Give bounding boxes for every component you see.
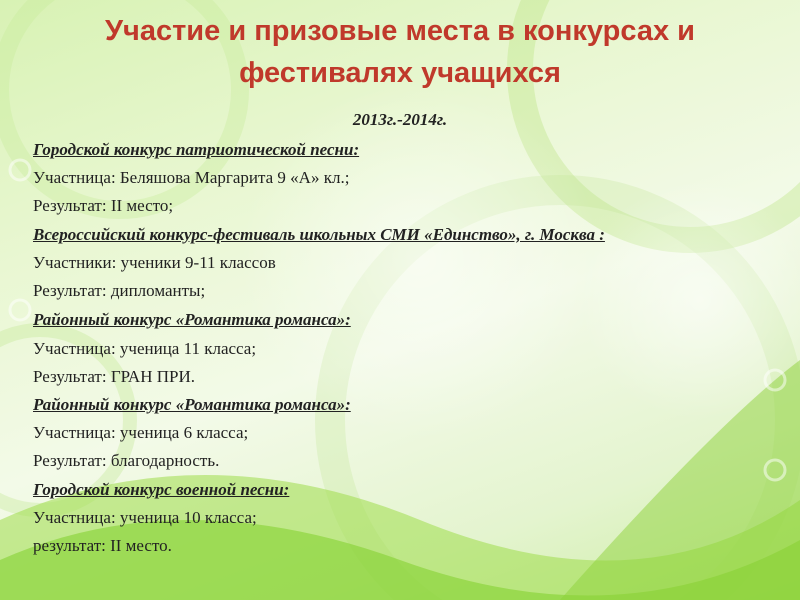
contest-heading: Городской конкурс военной песни: — [33, 480, 290, 499]
participant-line: Участница: ученица 11 класса; — [33, 339, 257, 358]
result-line: Результат: ГРАН ПРИ. — [33, 367, 195, 386]
title-line-1: Участие и призовые места в конкурсах и — [104, 15, 696, 47]
result-line: результат: II место. — [33, 536, 172, 555]
participant-line: Участница: ученица 10 класса; — [33, 508, 257, 527]
contest-heading: Районный конкурс «Романтика романса»: — [33, 310, 351, 329]
participant-line: Участница: Беляшова Маргарита 9 «А» кл.; — [33, 168, 350, 187]
result-line: Результат: благодарность. — [33, 451, 220, 470]
contest-heading: Городской конкурс патриотической песни: — [33, 140, 360, 159]
contest-heading: Всероссийский конкурс-фестиваль школьных СМИ «Единство», г. Москва : — [33, 225, 605, 244]
contest-heading: Районный конкурс «Романтика романса»: — [33, 395, 351, 414]
result-line: Результат: дипломанты; — [33, 281, 206, 300]
slide-title — [20, 10, 780, 94]
participant-line: Участница: ученица 6 класса; — [33, 423, 249, 442]
participant-line: Участники: ученики 9-11 классов — [33, 253, 276, 272]
year-heading: 2013г.-2014г. — [352, 110, 448, 129]
result-line: Результат: II место; — [33, 196, 174, 215]
title-line-2: фестивалях учащихся — [239, 57, 561, 89]
